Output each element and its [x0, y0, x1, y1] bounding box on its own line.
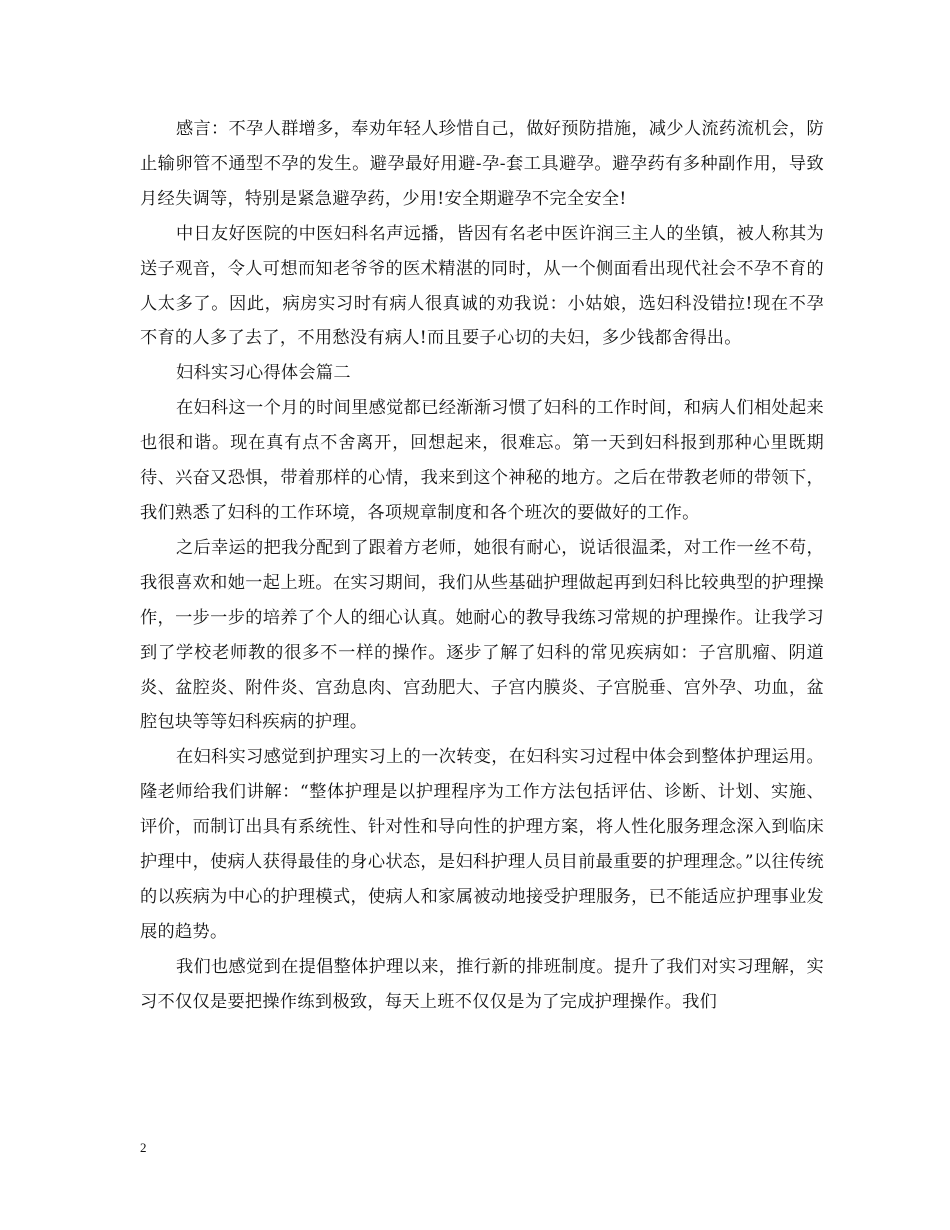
- page-number: 2: [140, 1140, 147, 1155]
- paragraph-teacher: 之后幸运的把我分配到了跟着方老师，她很有耐心，说话很温柔，对工作一丝不苟，我很喜欢和她一起上班。在实习期间，我们从些基础护理做起再到妇科比较典型的护理操作，一步一步的培养了个人的细心认真。她耐心的教导我练习常规的护理操作。让我学习到了学校老师教的很多不一样的操作。逐步了解了妇科的常见疾病如：子宫肌瘤、阴道炎、盆腔炎、附件炎、宫劲息肉、宫劲肥大、子宫内膜炎、子宫脱垂、宫外孕、功血，盆腔包块等等妇科疾病的护理。: [140, 537, 824, 733]
- paragraph-scheduling: 我们也感觉到在提倡整体护理以来，推行新的排班制度。提升了我们对实习理解，实习不仅仅是要把操作练到极致，每天上班不仅仅是为了完成护理操作。我们: [140, 956, 824, 1012]
- paragraph-first-month: 在妇科这一个月的时间里感觉都已经渐渐习惯了妇科的工作时间，和病人们相处起来也很和谐。现在真有点不舍离开，回想起来，很难忘。第一天到妇科报到那种心里既期待、兴奋又恐惧，带着那样的心情，我来到这个神秘的地方。之后在带教老师的带领下，我们熟悉了妇科的工作环境，各项规章制度和各个班次的要做好的工作。: [140, 398, 824, 523]
- section-heading: 妇科实习心得体会篇二: [176, 363, 351, 384]
- paragraph-reflection: 感言：不孕人群增多，奉劝年轻人珍惜自己，做好预防措施，减少人流药流机会，防止输卵管不通型不孕的发生。避孕最好用避-孕-套工具避孕。避孕药有多种副作用，导致月经失调等，特别是紧急避孕药，少用!安全期避孕不完全安全!: [140, 119, 824, 209]
- document-body: [140, 112, 824, 1020]
- paragraph-holistic-care: 在妇科实习感觉到护理实习上的一次转变，在妇科实习过程中体会到整体护理运用。隆老师给我们讲解：“整体护理是以护理程序为工作方法包括评估、诊断、计划、实施、评价，而制订出具有系统性、针对性和导向性的护理方案，将人性化服务理念深入到临床护理中，使病人获得最佳的身心状态，是妇科护理人员目前最重要的护理理念。”以往传统的以疾病为中心的护理模式，使病人和家属被动地接受护理服务，已不能适应护理事业发展的趋势。: [140, 747, 824, 942]
- paragraph-hospital: 中日友好医院的中医妇科名声远播，皆因有名老中医许润三主人的坐镇，被人称其为送子观音，令人可想而知老爷爷的医术精湛的同时，从一个侧面看出现代社会不孕不育的人太多了。因此，病房实习时有病人很真诚的劝我说：小姑娘，选妇科没错拉!现在不孕不育的人多了去了，不用愁没有病人!而且要子心切的夫妇，多少钱都舍得出。: [140, 223, 824, 349]
